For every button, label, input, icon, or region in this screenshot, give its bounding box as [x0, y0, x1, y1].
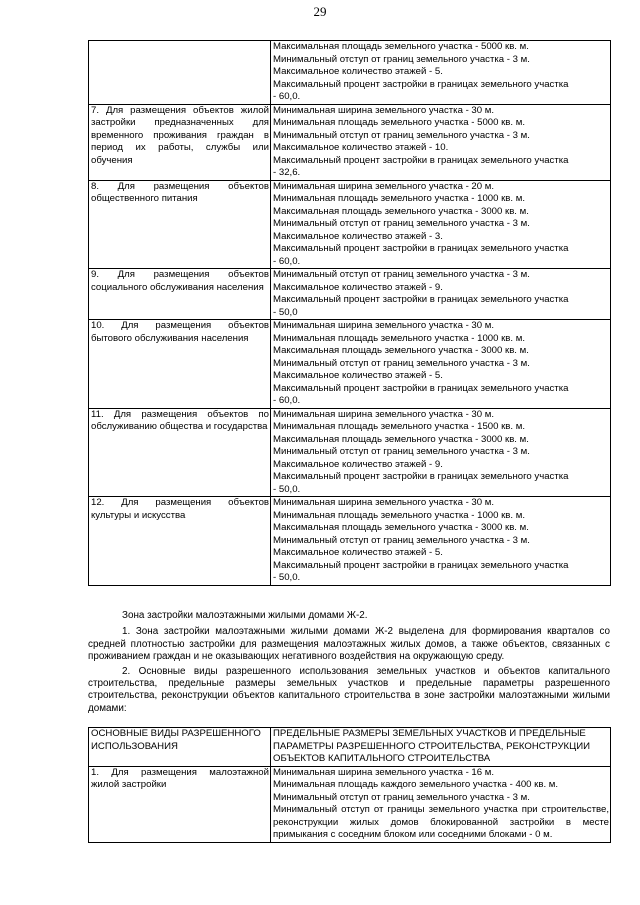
parameter-line: Минимальная ширина земельного участка - 20 м. [273, 180, 495, 192]
parameter-line: Максимальный процент застройки в границах земельного участка [273, 78, 569, 90]
land-use-table-continued [88, 40, 611, 586]
parameter-line: Максимальная площадь земельного участка - 3000 кв. м. [273, 345, 529, 356]
parameter-line: Минимальная площадь каждого земельного участка - 400 кв. м. [273, 779, 559, 790]
table-row [89, 766, 611, 842]
parameter-line: Максимальное количество этажей - 5. [273, 370, 443, 381]
header-permitted-uses: ОСНОВНЫЕ ВИДЫ РАЗРЕШЕННОГО ИСПОЛЬЗОВАНИЯ [89, 728, 271, 767]
parameter-line: Минимальная площадь земельного участка - 1000 кв. м. [273, 193, 525, 204]
parameter-line: - 60,0. [273, 91, 301, 102]
parameter-line: Минимальный отступ от границ земельного участка - 3 м. [273, 534, 530, 546]
parameter-line: Минимальная ширина земельного участка - 30 м. [273, 104, 495, 116]
parameter-line: Минимальный отступ от границ земельного участка - 3 м. [273, 129, 530, 141]
zone-title: Зона застройки малоэтажными жилыми домами Ж-2. [122, 610, 368, 621]
parameter-line: - 50,0 [273, 306, 298, 318]
limit-parameters [271, 408, 611, 497]
parameter-line: - 60,0. [273, 255, 301, 267]
table-row [89, 269, 611, 320]
header-limit-parameters: ПРЕДЕЛЬНЫЕ РАЗМЕРЫ ЗЕМЕЛЬНЫХ УЧАСТКОВ И ПРЕДЕЛЬНЫЕ ПАРАМЕТРЫ РАЗРЕШЕННОГО СТРОИТЕЛЬСТВА, РЕКОНСТРУКЦИИ ОБЪЕКТОВ КАПИТАЛЬНОГО СТРОИТЕЛЬСТВА [271, 728, 611, 767]
permitted-use-name: 12. Для размещения объектов культуры и искусства [89, 497, 271, 586]
parameter-line: Максимальная площадь земельного участка - 5000 кв. м. [273, 41, 529, 52]
parameter-line: Максимальное количество этажей - 9. [273, 458, 443, 470]
parameter-line: Минимальный отступ от границ земельного участка - 3 м. [273, 218, 530, 229]
permitted-use-name: 11. Для размещения объектов по обслуживанию общества и государства [89, 408, 271, 497]
parameter-line: Минимальная ширина земельного участка - 30 м. [273, 497, 495, 508]
parameter-line: Минимальный отступ от границ земельного участка - 3 м. [273, 53, 530, 65]
zone-zh2-table [88, 727, 611, 843]
parameter-line: Минимальный отступ от границ земельного участка - 3 м. [273, 357, 530, 369]
parameter-line: Максимальная площадь земельного участка - 3000 кв. м. [273, 522, 529, 533]
limit-parameters [271, 41, 611, 105]
parameter-line: Максимальное количество этажей - 9. [273, 281, 443, 293]
parameter-line: Максимальный процент застройки в границах земельного участка [273, 294, 569, 305]
zone-description [88, 610, 610, 715]
permitted-use-name: 8. Для размещения объектов общественного питания [89, 180, 271, 269]
table-row [89, 104, 611, 180]
parameter-line: Максимальная площадь земельного участка - 3000 кв. м. [273, 433, 529, 445]
permitted-use-name: 9. Для размещения объектов социального обслуживания населения [89, 269, 271, 320]
permitted-use-name [89, 41, 271, 105]
permitted-use-name: 7. Для размещения объектов жилой застройки предназначенных для временного проживания граждан в период их работы, службы или обучения [89, 104, 271, 180]
parameter-line: - 32,6. [273, 167, 301, 178]
limit-parameters [271, 269, 611, 320]
parameter-line: Максимальное количество этажей - 10. [273, 142, 449, 153]
permitted-use-name: 1. Для размещения малоэтажной жилой застройки [89, 766, 271, 842]
limit-parameters [271, 104, 611, 180]
parameter-line: Минимальная ширина земельного участка - 16 м. [273, 766, 495, 778]
table-row [89, 41, 611, 105]
parameter-line: Максимальный процент застройки в границах земельного участка [273, 382, 569, 394]
table-row [89, 497, 611, 586]
table-row [89, 320, 611, 409]
parameter-line: Минимальный отступ от границ земельного участка - 3 м. [273, 446, 530, 457]
limit-parameters [271, 497, 611, 586]
zone-paragraph-2: 2. Основные виды разрешенного использования земельных участков и объектов капитального строительства, предельные размеры земельных участков и предельные параметры разрешенного строительства, реконструкции объектов капитального строительства в зоне застройки малоэтажными жилыми домами: [88, 665, 610, 714]
parameter-line: Максимальное количество этажей - 3. [273, 230, 443, 242]
parameter-line: Максимальный процент застройки в границах земельного участка [273, 471, 569, 482]
table-row [89, 408, 611, 497]
parameter-line: Минимальный отступ от границ земельного участка - 3 м. [273, 269, 530, 280]
parameter-line: Максимальный процент застройки в границах земельного участка [273, 154, 569, 166]
limit-parameters [271, 180, 611, 269]
parameter-line: Максимальный процент застройки в границах земельного участка [273, 243, 569, 254]
parameter-line: Минимальная ширина земельного участка - 30 м. [273, 408, 495, 420]
parameter-line: - 50,0. [273, 483, 301, 495]
limit-parameters [271, 766, 611, 842]
parameter-line: Минимальный отступ от границ земельного участка - 3 м. [273, 791, 530, 803]
parameter-line: Минимальная площадь земельного участка - 1000 кв. м. [273, 509, 525, 521]
parameter-line: Минимальная ширина земельного участка - 30 м. [273, 320, 495, 331]
parameter-line: Минимальная площадь земельного участка - 5000 кв. м. [273, 117, 525, 128]
table-header-row [89, 728, 611, 767]
parameter-line: Минимальный отступ от границы земельного участка при строительстве, реконструкции жилых домов блокированной застройки в месте примыкания с соседним блоком или соседними блоками - 0 м. [273, 804, 609, 840]
parameter-line: Максимальная площадь земельного участка - 3000 кв. м. [273, 205, 529, 217]
table-row [89, 180, 611, 269]
parameter-line: - 60,0. [273, 395, 301, 406]
zone-paragraph-1: 1. Зона застройки малоэтажными жилыми домами Ж-2 выделена для формирования кварталов со средней плотностью застройки для размещения малоэтажных жилых домов, а также объектов, связанных с проживанием граждан и не оказывающих негативного воздействия на окружающую среду. [88, 626, 610, 663]
parameter-line: Максимальное количество этажей - 5. [273, 66, 443, 77]
parameter-line: Минимальная площадь земельного участка - 1000 кв. м. [273, 332, 525, 344]
parameter-line: Максимальное количество этажей - 5. [273, 547, 443, 558]
parameter-line: Минимальная площадь земельного участка - 1500 кв. м. [273, 421, 525, 432]
parameter-line: Максимальный процент застройки в границах земельного участка [273, 559, 569, 571]
permitted-use-name: 10. Для размещения объектов бытового обслуживания населения [89, 320, 271, 409]
page-number: 29 [313, 4, 327, 19]
parameter-line: - 50,0. [273, 572, 301, 583]
limit-parameters [271, 320, 611, 409]
